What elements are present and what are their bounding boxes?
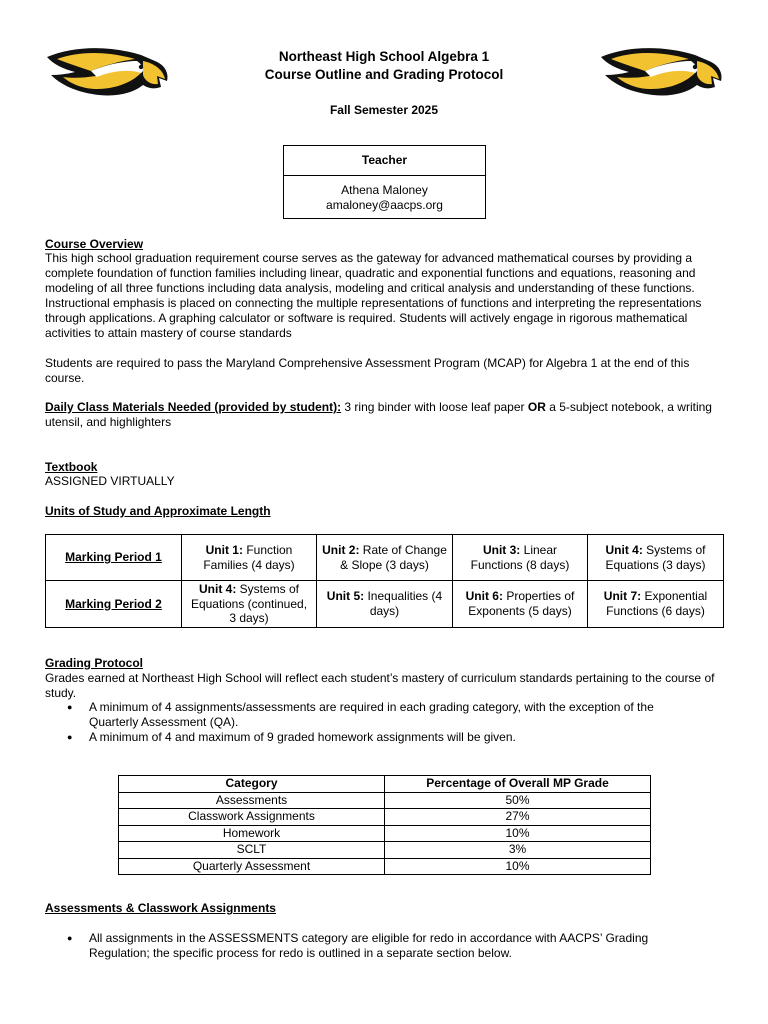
table-row bbox=[46, 535, 724, 581]
category-cell: Classwork Assignments bbox=[119, 809, 385, 826]
percentage-cell: 10% bbox=[385, 825, 651, 842]
unit-cell: Unit 2: Rate of Change & Slope (3 days) bbox=[317, 535, 453, 581]
teacher-box bbox=[283, 145, 486, 219]
grading-table bbox=[118, 775, 651, 875]
teacher-email: amaloney@aacps.org bbox=[326, 197, 443, 212]
percentage-cell: 27% bbox=[385, 809, 651, 826]
units-heading: Units of Study and Approximate Length bbox=[45, 504, 271, 518]
category-cell: SCLT bbox=[119, 842, 385, 859]
assessments-heading: Assessments & Classwork Assignments bbox=[45, 901, 276, 915]
mcap-requirement: Students are required to pass the Maryland Comprehensive Assessment Program (MCAP) for Algebra 1 at the end of this course. bbox=[45, 356, 690, 385]
table-row bbox=[46, 581, 724, 628]
table-row bbox=[119, 842, 651, 859]
teacher-heading: Teacher bbox=[284, 146, 485, 176]
percentage-cell: 10% bbox=[385, 858, 651, 875]
category-cell: Homework bbox=[119, 825, 385, 842]
unit-cell: Unit 4: Systems of Equations (continued, 3 days) bbox=[182, 581, 317, 628]
unit-cell: Unit 1: Function Families (4 days) bbox=[182, 535, 317, 581]
unit-cell: Unit 5: Inequalities (4 days) bbox=[317, 581, 453, 628]
category-cell: Assessments bbox=[119, 792, 385, 809]
materials-text-2: a 5-subject notebook, a writing utensil, and highlighters bbox=[45, 400, 712, 429]
grading-bullets bbox=[45, 700, 705, 745]
units-table bbox=[45, 534, 724, 628]
percentage-cell: 3% bbox=[385, 842, 651, 859]
document-title bbox=[184, 48, 584, 84]
percentage-cell: 50% bbox=[385, 792, 651, 809]
column-header: Percentage of Overall MP Grade bbox=[385, 776, 651, 793]
unit-cell: Unit 3: Linear Functions (8 days) bbox=[453, 535, 588, 581]
table-row bbox=[119, 809, 651, 826]
table-row bbox=[119, 825, 651, 842]
materials-text-1: 3 ring binder with loose leaf paper bbox=[341, 400, 528, 414]
list-item: ● All assignments in the ASSESSMENTS category are eligible for redo in accordance with AACPS’ Grading Regulation; the specific process for redo is outlined in a separate section below. bbox=[45, 931, 705, 961]
grading-heading: Grading Protocol bbox=[45, 656, 144, 670]
textbook-heading: Textbook bbox=[45, 460, 98, 474]
list-item: ● A minimum of 4 assignments/assessments are required in each grading category, with the exception of the Quarterly Assessment (QA). bbox=[45, 700, 705, 730]
unit-cell: Unit 4: Systems of Equations (3 days) bbox=[588, 535, 724, 581]
title-line-1: Northeast High School Algebra 1 bbox=[278, 49, 490, 64]
column-header: Category bbox=[119, 776, 385, 793]
marking-period-label: Marking Period 1 bbox=[46, 535, 182, 581]
course-overview-heading: Course Overview bbox=[45, 237, 144, 251]
materials-heading: Daily Class Materials Needed (provided by student): bbox=[45, 400, 342, 414]
assessments-bullets bbox=[45, 931, 705, 961]
table-row bbox=[119, 792, 651, 809]
eagle-head-icon bbox=[599, 45, 723, 101]
teacher-name: Athena Maloney bbox=[341, 183, 428, 197]
course-overview-body: This high school graduation requirement course serves as the gateway for advanced mathematical courses by providing a complete foundation of function families including linear, quadratic and exponential functions and equations, reasoning and modeling of all three functions including data analysis, modeling and critical analysis and understanding of these functions. Instructional emphasis is placed on connecting the multiple representations of functions and interpreting the representations through applications. A graphing calculator or software is required. Students will actively engage in rigorous mathematical activities to attain mastery of course standards bbox=[45, 251, 702, 340]
unit-cell: Unit 6: Properties of Exponents (5 days) bbox=[453, 581, 588, 628]
marking-period-label: Marking Period 2 bbox=[46, 581, 182, 628]
eagle-head-icon bbox=[45, 45, 169, 101]
unit-cell: Unit 7: Exponential Functions (6 days) bbox=[588, 581, 724, 628]
table-header-row bbox=[119, 776, 651, 793]
materials-or: OR bbox=[527, 400, 546, 414]
list-item: ● A minimum of 4 and maximum of 9 graded homework assignments will be given. bbox=[45, 730, 705, 745]
materials-paragraph bbox=[45, 400, 731, 430]
textbook-value: ASSIGNED VIRTUALLY bbox=[45, 474, 175, 488]
semester-label: Fall Semester 2025 bbox=[329, 103, 439, 117]
grading-intro: Grades earned at Northeast High School will reflect each student’s mastery of curriculum standards pertaining to the course of study. bbox=[45, 671, 715, 700]
category-cell: Quarterly Assessment bbox=[119, 858, 385, 875]
title-line-2: Course Outline and Grading Protocol bbox=[264, 67, 504, 82]
table-row bbox=[119, 858, 651, 875]
